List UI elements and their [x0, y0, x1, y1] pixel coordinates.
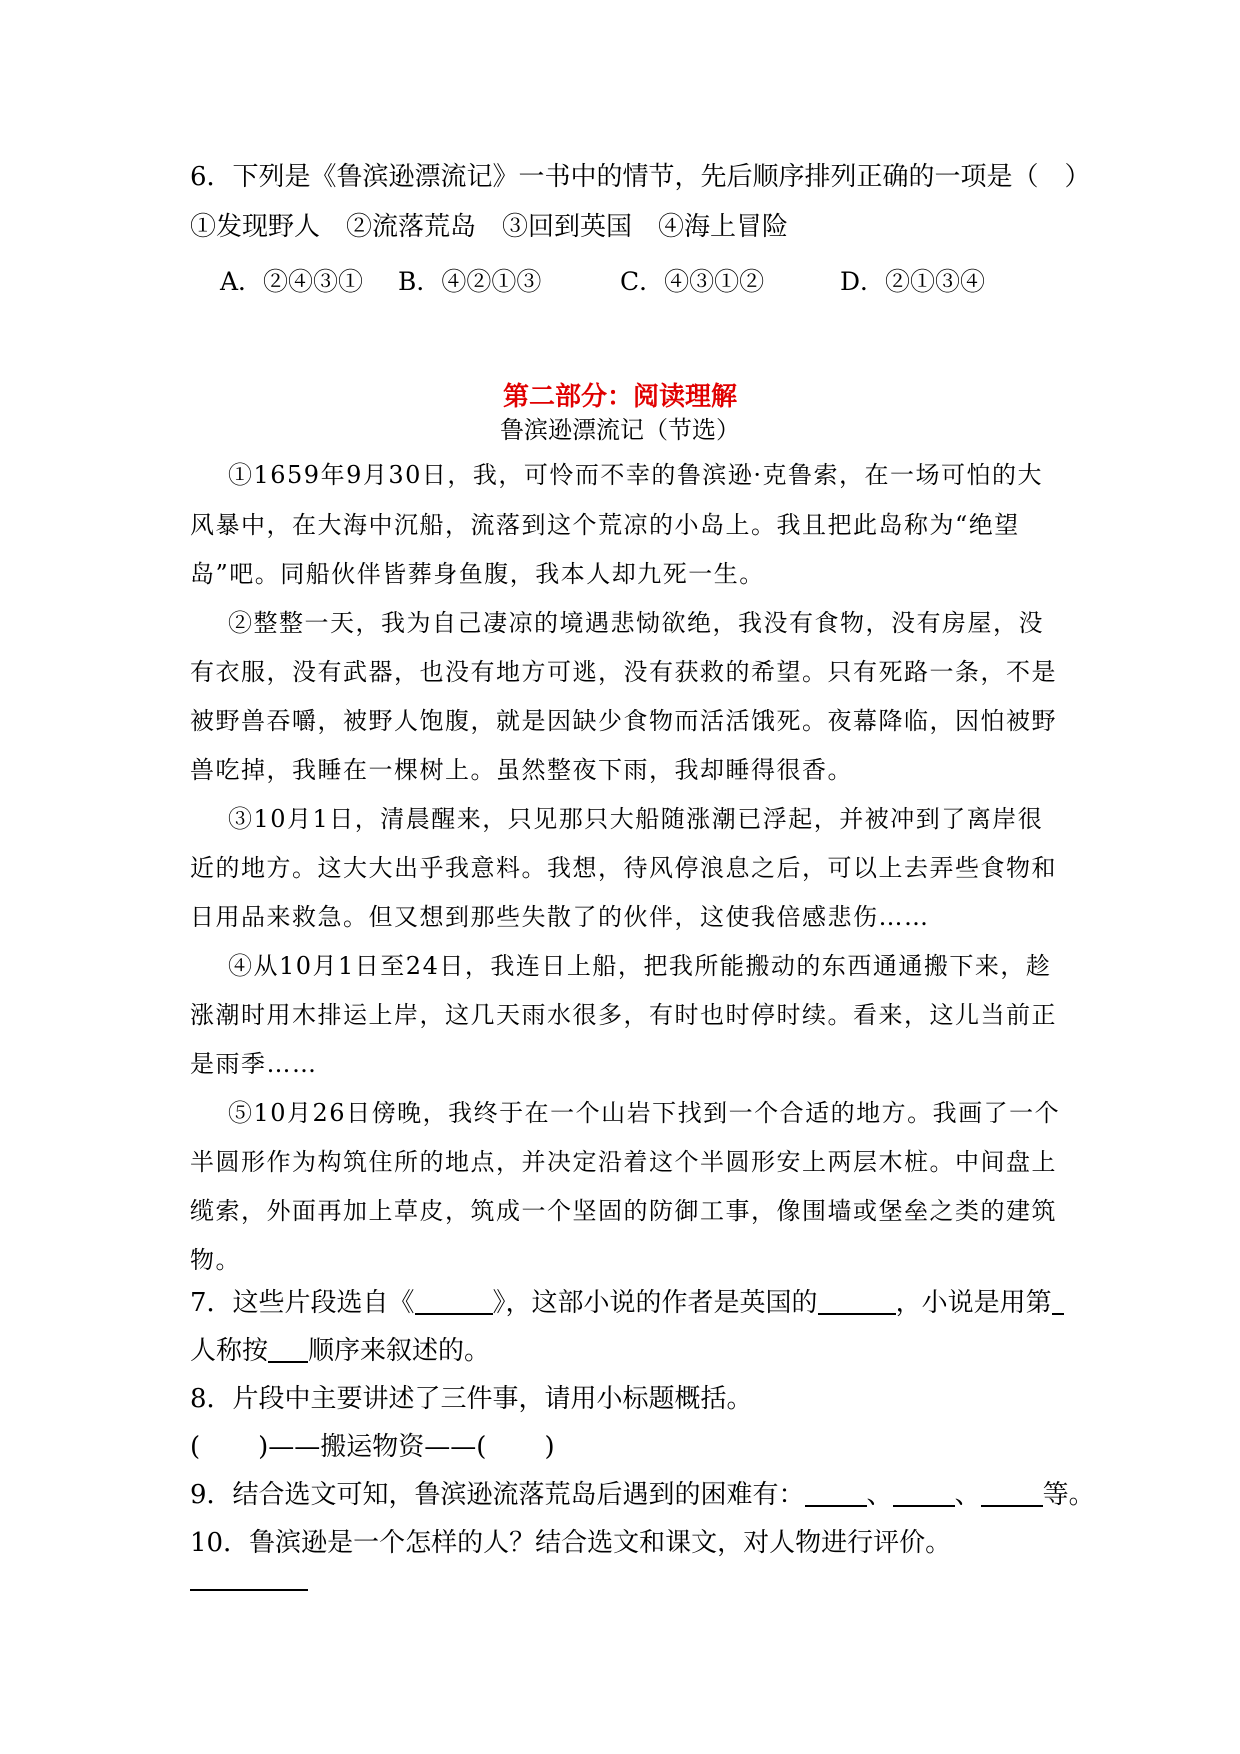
q7-text: 人称按 — [190, 1336, 269, 1366]
q7-text: 》，这部小说的作者是英国的 — [492, 1288, 818, 1318]
q7-line-1 — [190, 1286, 1064, 1320]
q7-blank-person[interactable] — [1052, 1289, 1064, 1315]
q7-text: 顺序来叙述的。 — [308, 1336, 491, 1366]
q10-answer-blank[interactable] — [190, 1589, 308, 1591]
passage-line: 近的地方。这大大出乎我意料。我想，待风停浪息之后，可以上去弄些食物和 — [190, 854, 1057, 882]
passage-line: 涨潮时用木排运上岸，这几天雨水很多，有时也时停时续。看来，这儿当前正 — [190, 1001, 1057, 1029]
passage-line: ③10月1日，清晨醒来，只见那只大船随涨潮已浮起，并被冲到了离岸很 — [228, 805, 1044, 833]
q7-text: ，小说是用第 — [895, 1288, 1052, 1318]
passage-line: 是雨季…… — [190, 1050, 318, 1078]
q7-line-2 — [190, 1334, 490, 1368]
passage-line: 日用品来救急。但又想到那些失散了的伙伴，这使我倍感悲伤…… — [190, 903, 930, 931]
q8-text: ( — [190, 1432, 201, 1462]
passage-line: ①1659年9月30日，我，可怜而不幸的鲁滨逊·克鲁索，在一场可怕的大 — [228, 461, 1044, 489]
q6-option-c: C．④③①② — [620, 267, 765, 296]
q6-stem: 6．下列是《鲁滨逊漂流记》一书中的情节，先后顺序排列正确的一项是（ ） — [190, 162, 1091, 192]
q9-text: 9．结合选文可知，鲁滨逊流落荒岛后遇到的困难有： — [190, 1480, 805, 1510]
section-title: 第二部分：阅读理解 — [502, 382, 737, 412]
passage-line: ②整整一天，我为自己凄凉的境遇悲恸欲绝，我没有食物，没有房屋，没 — [228, 609, 1044, 637]
q7-blank-order[interactable] — [268, 1337, 308, 1363]
q8-text: ) — [544, 1432, 555, 1462]
q6-events: ①发现野人 ②流落荒岛 ③回到英国 ④海上冒险 — [190, 212, 789, 242]
q9-line — [190, 1478, 1095, 1512]
passage-line: 有衣服，没有武器，也没有地方可逃，没有获救的希望。只有死路一条，不是 — [190, 658, 1057, 686]
q8-stem: 8．片段中主要讲述了三件事，请用小标题概括。 — [190, 1384, 753, 1414]
q9-text: 等。 — [1042, 1480, 1095, 1510]
passage-title: 鲁滨逊漂流记（节选） — [500, 416, 740, 444]
q6-option-d: D．②①③④ — [840, 267, 986, 296]
passage-line: 缆索，外面再加上草皮，筑成一个坚固的防御工事，像围墙或堡垒之类的建筑 — [190, 1197, 1057, 1225]
passage-line: 岛”吧。同船伙伴皆葬身鱼腹，我本人却九死一生。 — [190, 560, 765, 588]
q9-text: 、 — [954, 1480, 981, 1510]
q8-text: )——搬运物资——( — [258, 1432, 487, 1462]
q7-blank-book[interactable] — [415, 1289, 493, 1315]
q9-blank-1[interactable] — [805, 1481, 867, 1507]
passage-line: 半圆形作为构筑住所的地点，并决定沿着这个半圆形安上两层木桩。中间盘上 — [190, 1148, 1057, 1176]
passage-line: 被野兽吞嚼，被野人饱腹，就是因缺少食物而活活饿死。夜幕降临，因怕被野 — [190, 707, 1057, 735]
passage-line: 物。 — [190, 1246, 241, 1274]
q9-text: 、 — [866, 1480, 893, 1510]
q9-blank-2[interactable] — [893, 1481, 955, 1507]
q7-text: 7．这些片段选自《 — [190, 1288, 415, 1318]
passage-line: 风暴中，在大海中沉船，流落到这个荒凉的小岛上。我且把此岛称为“绝望 — [190, 511, 1020, 539]
passage-line: ⑤10月26日傍晚，我终于在一个山岩下找到一个合适的地方。我画了一个 — [228, 1099, 1061, 1127]
q7-blank-author[interactable] — [818, 1289, 896, 1315]
q10-stem: 10．鲁滨逊是一个怎样的人？结合选文和课文，对人物进行评价。 — [190, 1528, 952, 1558]
q6-option-b: B．④②①③ — [398, 267, 542, 296]
q6-option-a: A．②④③① — [220, 267, 364, 296]
q8-answer-line — [190, 1430, 555, 1464]
q9-blank-3[interactable] — [981, 1481, 1043, 1507]
passage-line: ④从10月1日至24日，我连日上船，把我所能搬动的东西通通搬下来，趁 — [228, 952, 1052, 980]
passage-line: 兽吃掉，我睡在一棵树上。虽然整夜下雨，我却睡得很香。 — [190, 756, 853, 784]
